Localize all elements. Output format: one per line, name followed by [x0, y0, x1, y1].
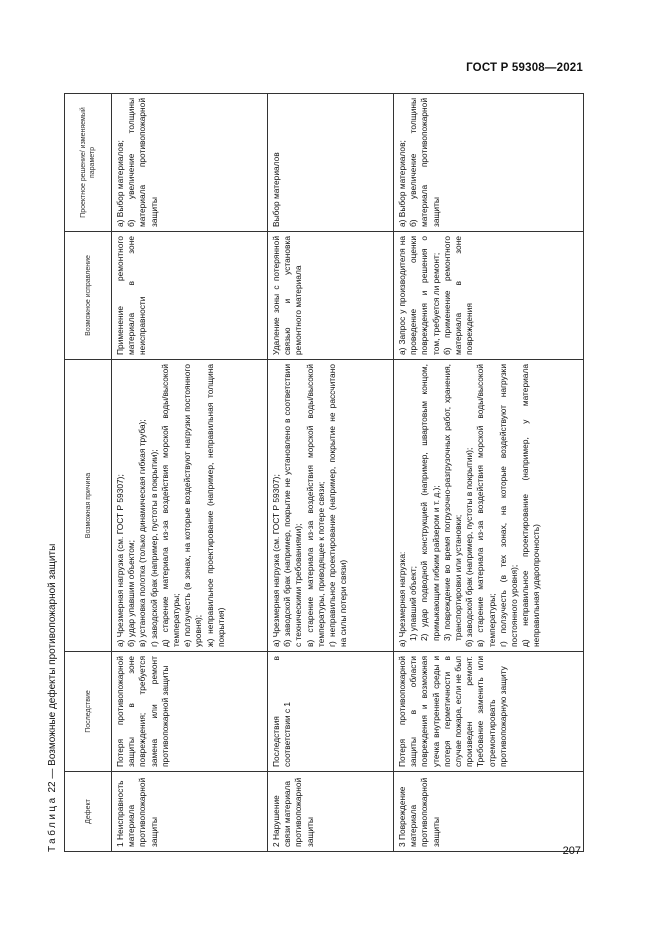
cause-cell — [268, 360, 394, 652]
page-number: 207 — [562, 845, 581, 857]
rotated-table — [44, 92, 584, 852]
design-item: а) Выбор материалов; — [115, 140, 125, 227]
design-item: б) увеличение толщины материала противопожарной защиты — [408, 98, 441, 227]
header-correction: Возможное исправление — [65, 232, 112, 360]
consequence-cell: Потеря противопожарной защиты в зоне повреждения; требуется замена или ремонт противопожарной защиты — [112, 652, 268, 772]
standard-header: ГОСТ Р 59308—2021 — [466, 62, 583, 74]
cause-item: г) заводской брак (например, пустоты в покрытии); — [148, 449, 159, 647]
cause-item: в) старение материала из-за воздействия морской воды/высокой температуры, приводящее к потере связи; — [304, 364, 326, 647]
defect-cell: 1 Неисправность материала противопожарной защиты — [112, 772, 268, 852]
correction-cell — [394, 232, 584, 360]
cause-item: б) удар упавшим объектом; — [126, 540, 137, 647]
cause-subitem: 3) повреждение во время погрузочно-разгрузочных работ, хранения, транспортировки или установки; — [441, 364, 464, 641]
cause-subitem: 2) удар подводной конструкцией (например, швартовым концом, примыкающим гибким райзером и т. д.); — [419, 364, 441, 641]
cause-item: а) Чрезмерная нагрузка (см. ГОСТ Р 59307); — [271, 474, 281, 647]
cause-cell — [394, 360, 584, 652]
table-caption-prefix: Таблица — [47, 795, 58, 852]
correction-item: б) применение ремонтного материала в зоне повреждения — [441, 236, 475, 355]
cause-item: г) неправильное проектирование (например, покрытие не рассчитано на силы потери связи) — [327, 364, 349, 647]
design-item: б) увеличение толщины материала противопожарной защиты — [126, 98, 159, 227]
design-item: Выбор материалов — [271, 152, 281, 227]
correction-cell: Применение ремонтного материала в зоне неисправности — [112, 232, 268, 360]
rotated-table-container — [44, 92, 584, 852]
design-item: а) Выбор материалов; — [397, 140, 407, 227]
cause-item: е) ползучесть (в зонах, на которые воздействуют нагрузки постоянного уровня); — [182, 364, 204, 647]
table-row — [268, 94, 394, 852]
table-row — [394, 94, 584, 852]
design-cell — [112, 94, 268, 232]
table-caption-text: 22 — Возможные дефекты противопожарной защиты — [47, 543, 58, 793]
defects-table — [64, 93, 584, 852]
cause-item: г) ползучесть (в тех зонах, на которые воздействуют нагрузки постоянного уровня); — [497, 364, 520, 647]
cause-subitem: 1) упавший объект; — [408, 566, 419, 641]
cause-item: б) заводской брак (например, покрытие не установлено в соответствии с техническими требованиями); — [282, 364, 304, 647]
cause-item: в) старение материала из-за воздействия морской воды/высокой температуры; — [475, 364, 497, 647]
cause-item: б) заводской брак (например, пустоты в покрытии); — [464, 447, 475, 647]
cause-item: а) Чрезмерная нагрузка: — [397, 551, 407, 647]
cause-item: д) неправильное проектирование (например, у материала неправильная ударопрочность) — [520, 364, 542, 647]
cause-item: д) старение материала из-за воздействия морской воды/высокой температуры; — [159, 364, 182, 647]
header-cause: Возможная причина — [65, 360, 112, 652]
defect-cell: 2 Нарушение связи материала противопожарной защиты — [268, 772, 394, 852]
design-cell — [394, 94, 584, 232]
defect-cell: 3 Повреждение материала противопожарной защиты — [394, 772, 584, 852]
consequence-cell: Последствия в соответствии с 1 — [268, 652, 394, 772]
header-consequence: Последствие — [65, 652, 112, 772]
table-header-row — [65, 94, 112, 852]
header-defect: Дефект — [65, 772, 112, 852]
cause-item: в) установка полотка (только динамическая гибкая труба); — [137, 419, 148, 647]
consequence-cell: Потеря противопожарной защиты в области повреждения и возможная утечка внутренней среды и потеря герметичности в случае пожара, если не был произведен ремонт. Требование заменить или отремонтировать противопожарную защиту — [394, 652, 584, 772]
correction-cell: Удаление зоны с потерянной связью и установка ремонтного материала — [268, 232, 394, 360]
table-row — [112, 94, 268, 852]
cause-item: ж) неправильное проектирование (например, неправильная толщина покрытия) — [204, 364, 226, 647]
design-cell — [268, 94, 394, 232]
table-caption — [44, 92, 62, 852]
correction-item: а) Запрос у производителя на проведение оценки повреждения и решения о том, требуется ли ремонт; — [397, 236, 441, 355]
cause-cell — [112, 360, 268, 652]
cause-item: а) Чрезмерная нагрузка (см. ГОСТ Р 59307); — [115, 474, 125, 647]
header-design: Проектное решение/ изменяемый параметр — [65, 94, 112, 232]
